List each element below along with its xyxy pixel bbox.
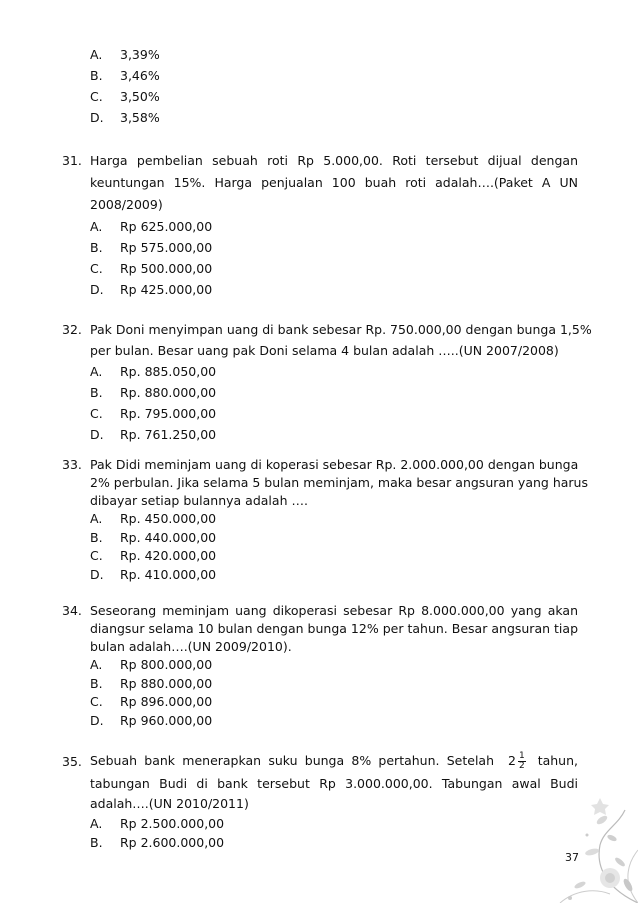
options-list [90,216,578,300]
question-line: bulan adalah….(UN 2009/2010). [90,639,292,654]
mixed-whole: 2 [508,753,516,768]
question-number: 32. [62,322,82,337]
question-line-with-fraction [90,748,578,774]
fraction [518,752,526,771]
option-letter: C. [90,261,103,276]
options-list [90,510,578,584]
option-letter: A. [90,364,103,379]
question-line: per bulan. Besar uang pak Doni selama 4 bulan adalah …..(UN 2007/2008) [90,343,559,358]
option-d [90,712,578,731]
option-letter: A. [90,47,103,62]
question-number: 35. [62,754,82,769]
fraction-numerator: 1 [518,751,525,761]
option-text: Rp. 795.000,00 [120,406,217,421]
option-text: Rp. 885.050,00 [120,364,217,379]
option-b [90,529,578,548]
question-number: 34. [62,603,82,618]
option-letter: C. [90,89,103,104]
option-letter: B. [90,385,103,400]
question-34 [62,602,578,730]
option-letter: D. [90,712,104,728]
option-letter: C. [90,406,103,421]
question-text [90,456,588,510]
question-line: tabungan Budi di bank tersebut Rp 3.000.000,00. Tabungan awal Budi [90,776,578,791]
question-line: Pak Didi meminjam uang di koperasi sebesar Rp. 2.000.000,00 dengan bunga [90,457,579,472]
question-line: dibayar setiap bulannya adalah …. [90,493,308,508]
option-letter: B. [90,68,103,83]
option-text: Rp 896.000,00 [120,694,213,709]
option-letter: C. [90,548,103,563]
option-b [90,382,578,403]
question-32 [62,319,592,445]
option-letter: B. [90,835,103,850]
option-letter: D. [90,282,104,297]
question-line: diangsur selama 10 bulan dengan bunga 12% per tahun. Besar angsuran tiap [90,621,578,636]
question-line: adalah….(UN 2010/2011) [90,796,249,811]
option-c [90,89,160,105]
option-text: Rp. 450.000,00 [120,511,217,526]
option-text: Rp. 420.000,00 [120,548,217,563]
page-number: 37 [565,851,579,864]
fraction-denominator: 2 [518,761,525,771]
option-c [90,258,578,279]
option-text: 3,39% [120,47,160,62]
option-b [90,833,578,852]
option-c [90,693,578,712]
option-a [90,510,578,529]
option-text: Rp. 761.250,00 [120,427,217,442]
option-text: Rp 800.000,00 [120,657,213,672]
question-line: 2008/2009) [90,197,163,212]
option-letter: A. [90,219,103,234]
question-line: Pak Doni menyimpan uang di bank sebesar Rp. 750.000,00 dengan bunga 1,5% [90,322,592,337]
option-text: Rp 2.600.000,00 [120,835,225,850]
floral-ornament-icon [540,790,638,903]
option-b [90,675,578,694]
option-d [90,424,578,445]
option-a [90,656,578,675]
option-c [90,547,578,566]
option-letter: A. [90,816,103,831]
option-text: 3,50% [120,89,160,104]
mixed-number [508,751,526,771]
options-list [90,361,578,445]
option-b [90,237,578,258]
question-text [90,150,578,216]
question-number: 33. [62,457,82,472]
option-d [90,566,578,585]
option-d [90,279,578,300]
options-list [90,814,578,852]
option-text: Rp. 410.000,00 [120,566,217,582]
question-line: Harga pembelian sebuah roti Rp 5.000,00. Roti tersebut dijual dengan [90,153,578,168]
option-text: Rp. 880.000,00 [120,385,217,400]
option-text: Rp 880.000,00 [120,675,213,691]
option-text: Rp 960.000,00 [120,712,213,728]
options-list [90,656,578,730]
option-c [90,403,578,424]
option-letter: C. [90,694,103,709]
option-text: Rp 625.000,00 [120,219,213,234]
option-letter: D. [90,566,104,582]
question-number: 31. [62,153,82,168]
option-text: Rp 500.000,00 [120,261,213,276]
question-line: 2% perbulan. Jika selama 5 bulan meminjam, maka besar angsuran yang harus [90,475,588,490]
question-35 [62,748,578,852]
option-letter: B. [90,529,103,545]
option-a [90,216,578,237]
option-text: Rp. 440.000,00 [120,529,217,545]
option-text: Rp 2.500.000,00 [120,816,225,831]
question-33 [62,456,588,584]
option-text: 3,46% [120,68,160,83]
option-letter: A. [90,511,103,526]
option-d [90,110,160,126]
question-text [90,748,578,814]
question-line-start: Sebuah bank menerapkan suku bunga 8% pertahun. Setelah [90,753,494,768]
question-31 [62,150,578,300]
option-letter: B. [90,240,103,255]
option-letter: B. [90,675,103,691]
option-text: Rp 425.000,00 [120,282,213,297]
option-b [90,68,160,84]
question-text [90,602,578,656]
option-a [90,47,160,63]
question-line: Seseorang meminjam uang dikoperasi sebesar Rp 8.000.000,00 yang akan [90,603,578,618]
option-a [90,361,578,382]
question-line-end: tahun, [537,753,578,768]
option-text: 3,58% [120,110,160,125]
option-letter: D. [90,110,104,125]
option-a [90,814,578,833]
option-text: Rp 575.000,00 [120,240,213,255]
question-line: keuntungan 15%. Harga penjualan 100 buah roti adalah….(Paket A UN [90,175,578,190]
option-letter: D. [90,427,104,442]
option-letter: A. [90,657,103,672]
question-text [90,319,592,361]
